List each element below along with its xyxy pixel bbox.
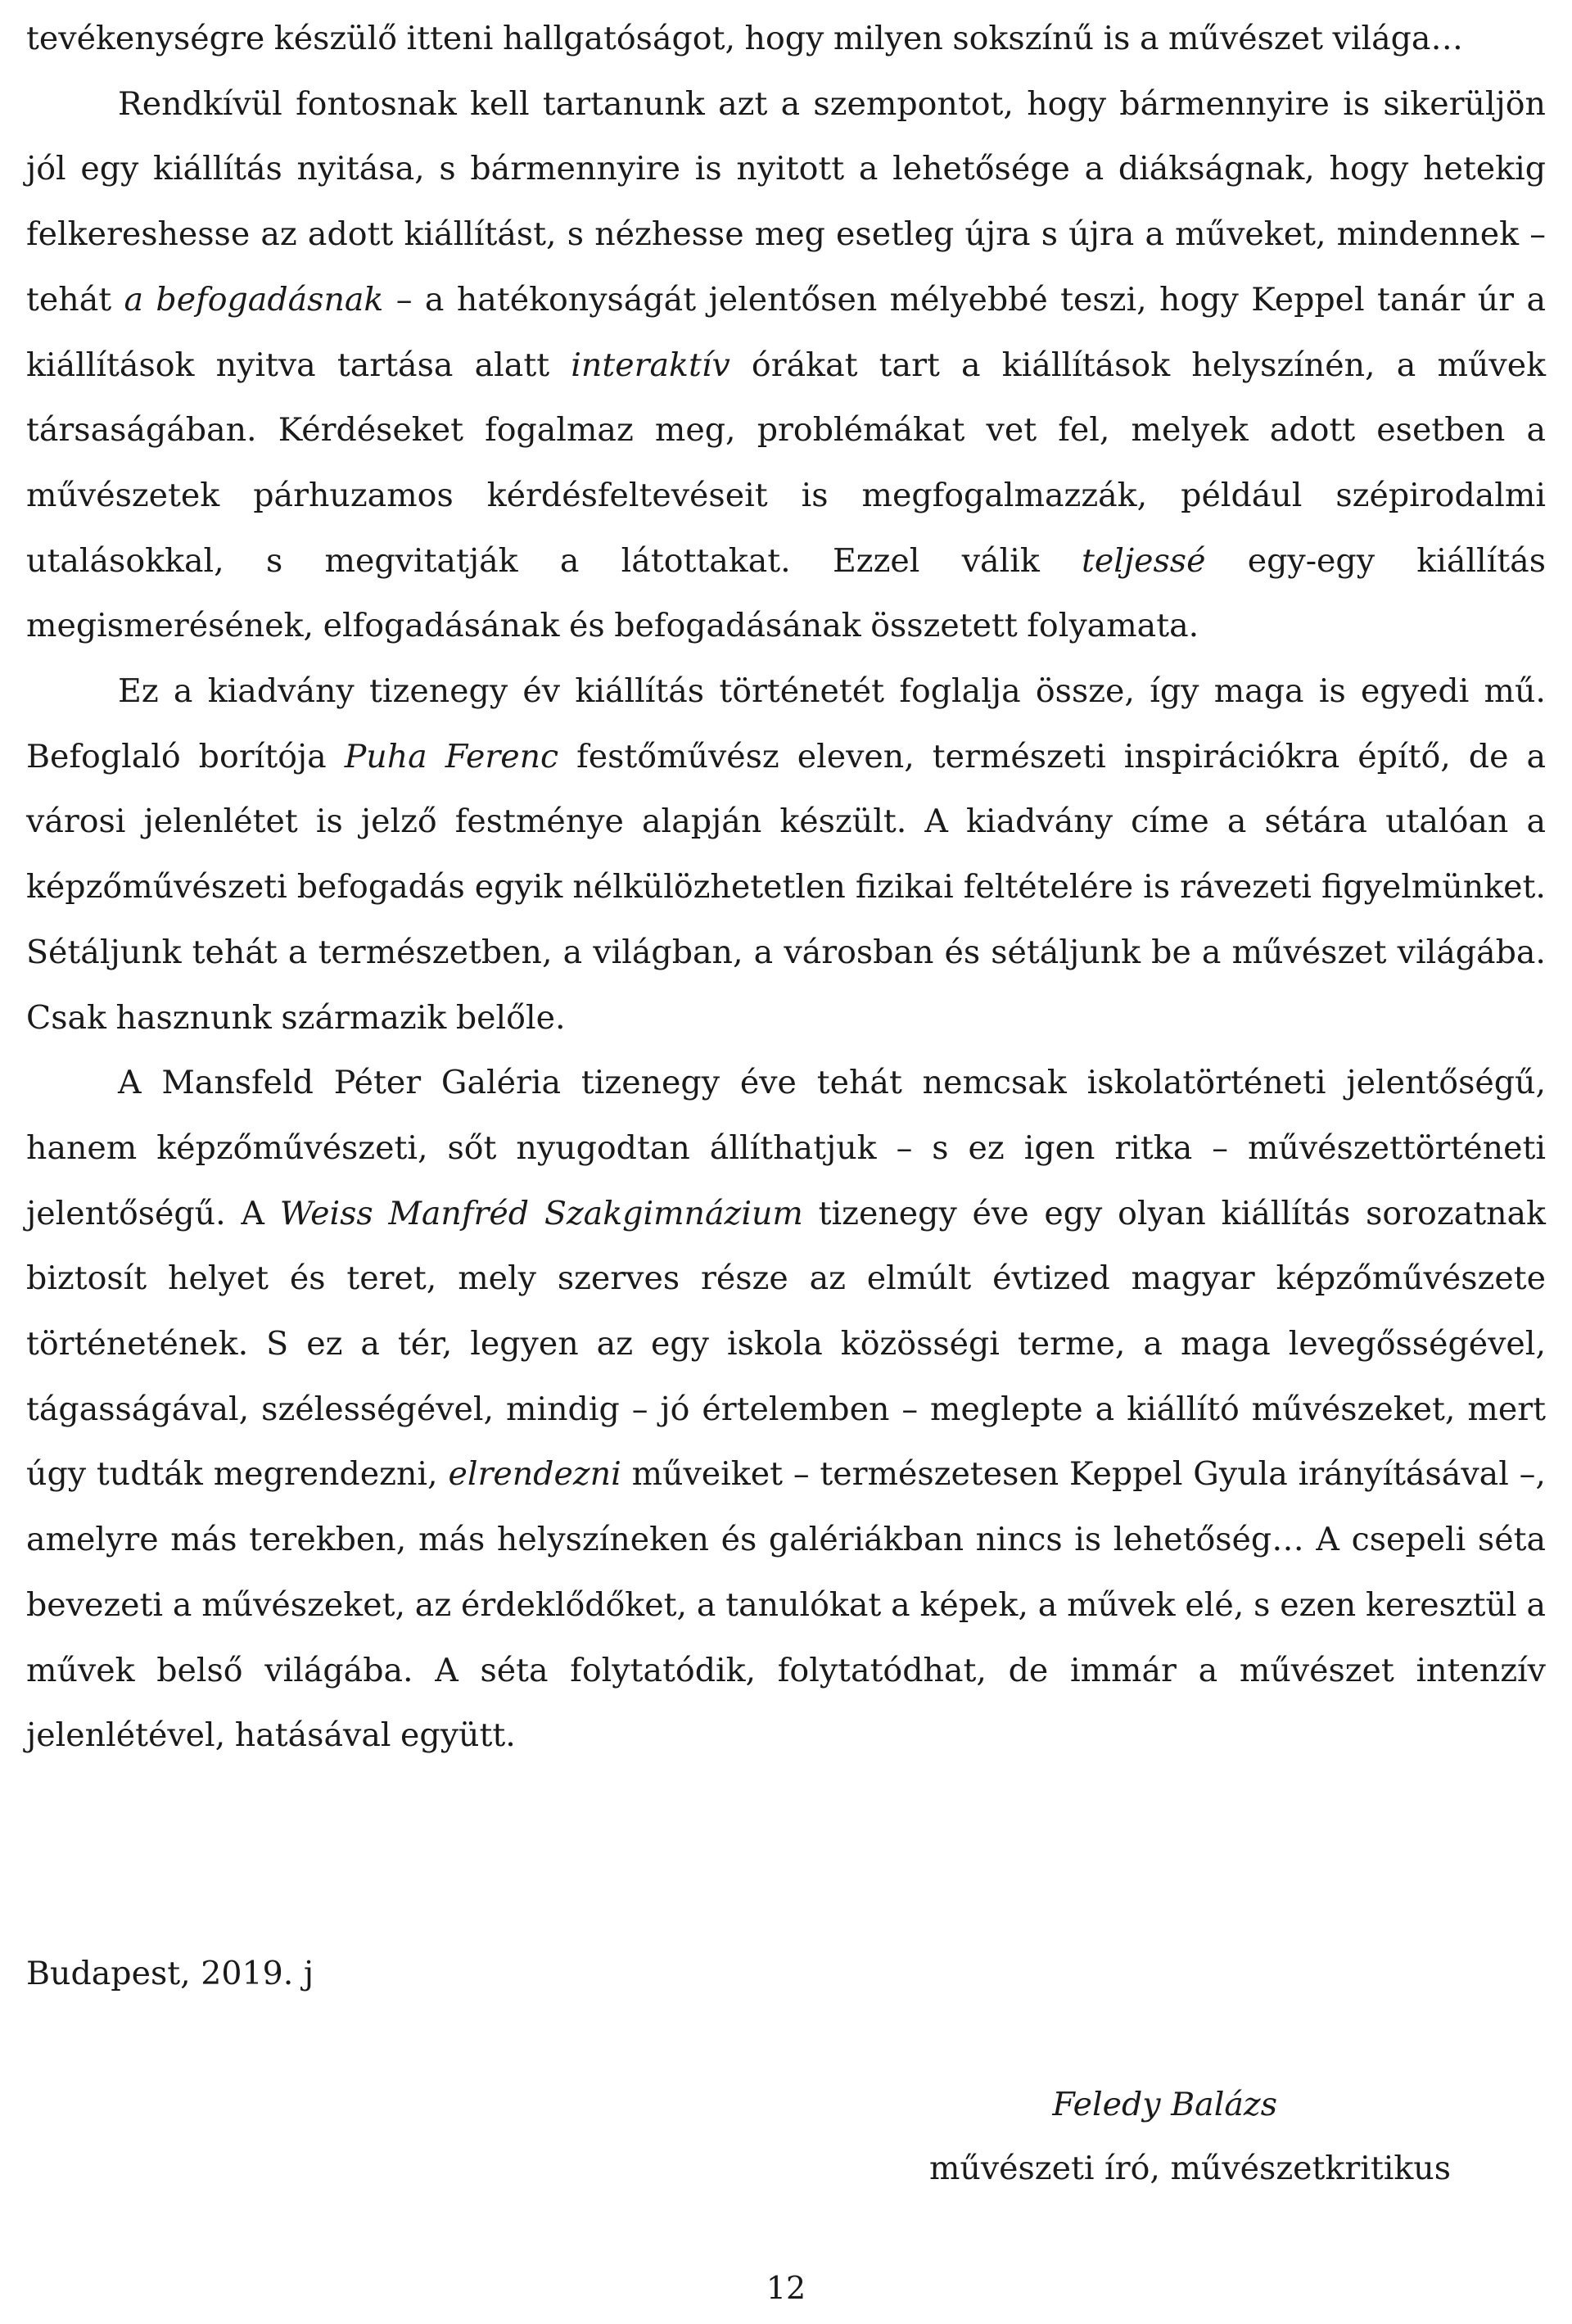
emphasis-school-name: Weiss Manfréd Szakgimnázium xyxy=(279,1194,803,1232)
emphasis-elrendezni: elrendezni xyxy=(448,1455,621,1494)
paragraph-gallery: A Mansfeld Péter Galéria tizenegy éve tehát nemcsak iskolatörténeti jelentőségű, hanem képzőművészeti, sőt nyugodtan állíthatjuk – s ez igen ritka – művészettörténeti jelentőségű. A Weiss Manfréd Szakgimnázium tizenegy éve egy olyan kiállítás sorozatnak biztosít helyet és teret, mely szerves része az elmúlt évtized magyar képzőművészete történetének. S ez a tér, legyen az egy iskola közösségi terme, a maga levegősségével, tágasságával, szélességével, mindig – jó értelemben – meglepte a kiállító művészeket, mert úgy tudták megrendezni, elrendezni műveiket – természetesen Keppel Gyula irányításával –, amelyre más terekben, más helyszíneken és galériákban nincs is lehetőség… A csepeli séta bevezeti a művészeket, az érdeklődőket, a tanulókat a képek, a művek elé, s ezen keresztül a művek belső világába. A séta folytatódik, folytatódhat, de immár a művészet intenzív jelenlétével, hatásával együtt. xyxy=(26,1064,1546,1755)
paragraph-continuation: tevékenységre készülő itteni hallgatóságot, hogy milyen sokszínű is a művészet világa… xyxy=(26,20,1463,57)
article-body xyxy=(26,7,1546,1769)
emphasis-interaktiv: interaktív xyxy=(571,346,730,384)
paragraph-reception: Rendkívül fontosnak kell tartanunk azt a szempontot, hogy bármennyire is sikerüljön jól egy kiállítás nyitása, s bármennyire is nyitott a lehetősége a diákságnak, hogy hetekig felkereshesse az adott kiállítást, s nézhesse meg esetleg újra s újra a műveket, mindennek – tehát a befogadásnak – a hatékonyságát jelentősen mélyebbé teszi, hogy Keppel tanár úr a kiállítások nyitva tartása alatt interaktív órákat tart a kiállítások helyszínén, a művek társaságában. Kérdéseket fogalmaz meg, problémákat vet fel, melyek adott esetben a művészetek párhuzamos kérdésfeltevéseit is megfogalmazzák, például szépirodalmi utalásokkal, s megvitatják a látottakat. Ezzel válik teljessé egy-egy kiállítás megismerésének, elfogadásának és befogadásának összetett folyamata. xyxy=(26,84,1547,645)
signature-name: Feledy Balázs xyxy=(1052,2086,1277,2123)
emphasis-befogadas: a befogadásnak xyxy=(124,280,384,319)
signature-title: művészeti író, művészetkritikus xyxy=(928,2150,1451,2187)
place-date: Budapest, 2019. j xyxy=(26,1955,314,1992)
paragraph-publication: Ez a kiadvány tizenegy év kiállítás történetét foglalja össze, így maga is egyedi mű. Befoglaló borítója Puha Ferenc festőművész eleven, természeti inspirációkra építő, de a városi jelenlétet is jelző festménye alapján készült. A kiadvány címe a sétára utalóan a képzőművészeti befogadás egyik nélkülözhetetlen fizikai feltételére is rávezeti figyelmünket. Sétáljunk tehát a természetben, a világban, a városban és sétáljunk be a művészet világába. Csak hasznunk származik belőle. xyxy=(26,672,1546,1037)
page-number: 12 xyxy=(766,2270,806,2306)
emphasis-puha-ferenc: Puha Ferenc xyxy=(344,737,559,775)
emphasis-teljesse: teljessé xyxy=(1082,541,1206,580)
